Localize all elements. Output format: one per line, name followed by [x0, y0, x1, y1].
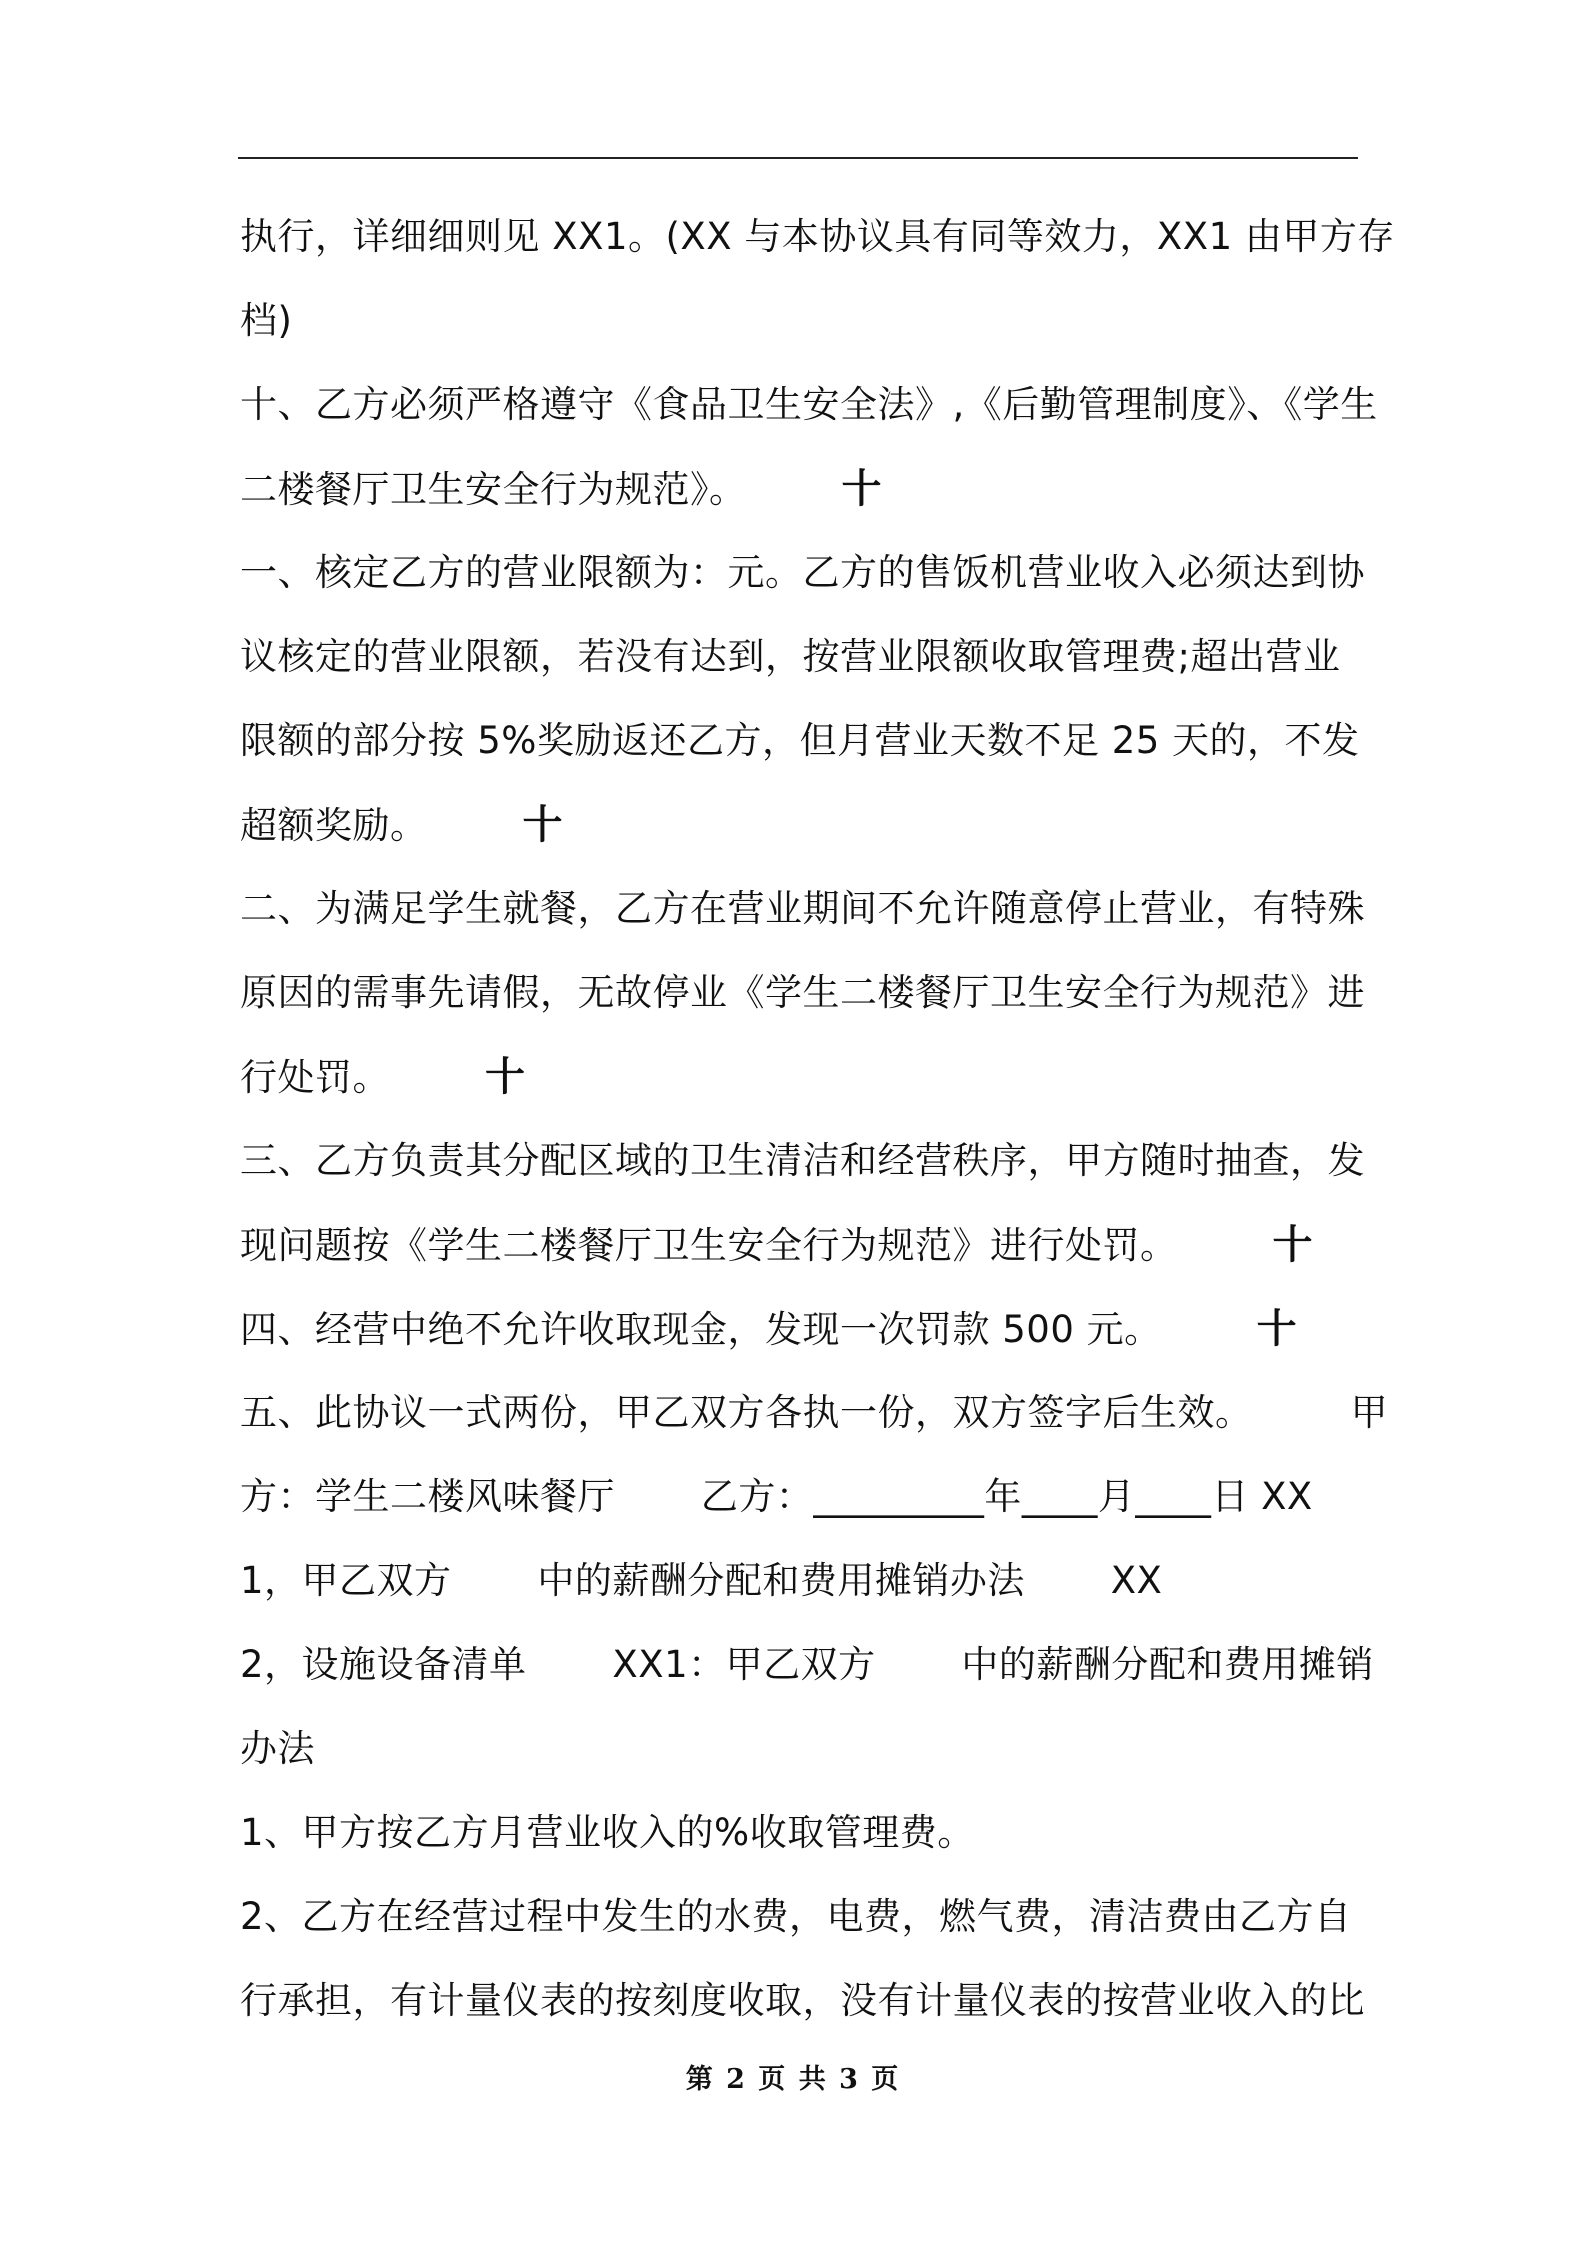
plus-mark: 十: [1272, 1222, 1313, 1268]
paragraph-line: 超额奖励。 十: [240, 783, 1360, 867]
document-body: [240, 195, 1395, 2043]
paragraph-line: 十、乙方必须严格遵守《食品卫生安全法》,《后勤管理制度》、《学生: [240, 383, 1378, 426]
paragraph-line: 一、核定乙方的营业限额为：元。乙方的售饭机营业收入必须达到协: [240, 551, 1365, 594]
page-number: 第 2 页 共 3 页: [685, 2064, 901, 2095]
paragraph-line: 二、为满足学生就餐，乙方在营业期间不允许随意停止营业，有特殊: [240, 887, 1365, 930]
paragraph-line: 原因的需事先请假，无故停业《学生二楼餐厅卫生安全行为规范》进: [240, 971, 1365, 1014]
plus-mark: 十: [485, 1054, 526, 1100]
paragraph-line: 执行，详细细则见 XX1。(XX 与本协议具有同等效力，XX1 由甲方存: [240, 215, 1395, 258]
paragraph-line: 现问题按《学生二楼餐厅卫生安全行为规范》进行处罚。 十: [240, 1203, 1360, 1287]
paragraph-line: 1、甲方按乙方月营业收入的%收取管理费。: [240, 1811, 975, 1854]
paragraph-line: 档): [240, 299, 293, 342]
paragraph-line: 方：学生二楼风味餐厅 乙方：_________年____月____日 XX: [240, 1475, 1313, 1518]
paragraph-line: 办法: [240, 1727, 315, 1770]
paragraph-line: 四、经营中绝不允许收取现金，发现一次罚款 500 元。 十: [240, 1287, 1360, 1371]
paragraph-line: 二楼餐厅卫生安全行为规范》。 十: [240, 447, 1360, 531]
paragraph-line: 2，设施设备清单 XX1：甲乙双方 中的薪酬分配和费用摊销: [240, 1643, 1374, 1686]
plus-mark: 十: [522, 802, 563, 848]
paragraph-line: 五、此协议一式两份，甲乙双方各执一份，双方签字后生效。 甲: [240, 1391, 1389, 1434]
paragraph-line: 行承担，有计量仪表的按刻度收取，没有计量仪表的按营业收入的比: [240, 1979, 1365, 2022]
paragraph-line: 限额的部分按 5%奖励返还乙方，但月营业天数不足 25 天的，不发: [240, 719, 1360, 762]
plus-mark: 十: [1256, 1306, 1298, 1352]
plus-mark: 十: [841, 466, 882, 512]
paragraph-line: 1，甲乙双方 中的薪酬分配和费用摊销办法 XX: [240, 1559, 1163, 1602]
paragraph-line: 议核定的营业限额，若没有达到，按营业限额收取管理费;超出营业: [240, 635, 1341, 678]
paragraph-line: 2、乙方在经营过程中发生的水费，电费，燃气费，清洁费由乙方自: [240, 1895, 1352, 1938]
paragraph-line: 三、乙方负责其分配区域的卫生清洁和经营秩序，甲方随时抽查，发: [240, 1139, 1365, 1182]
paragraph-line: 行处罚。 十: [240, 1035, 1360, 1119]
header-divider: [238, 157, 1358, 159]
